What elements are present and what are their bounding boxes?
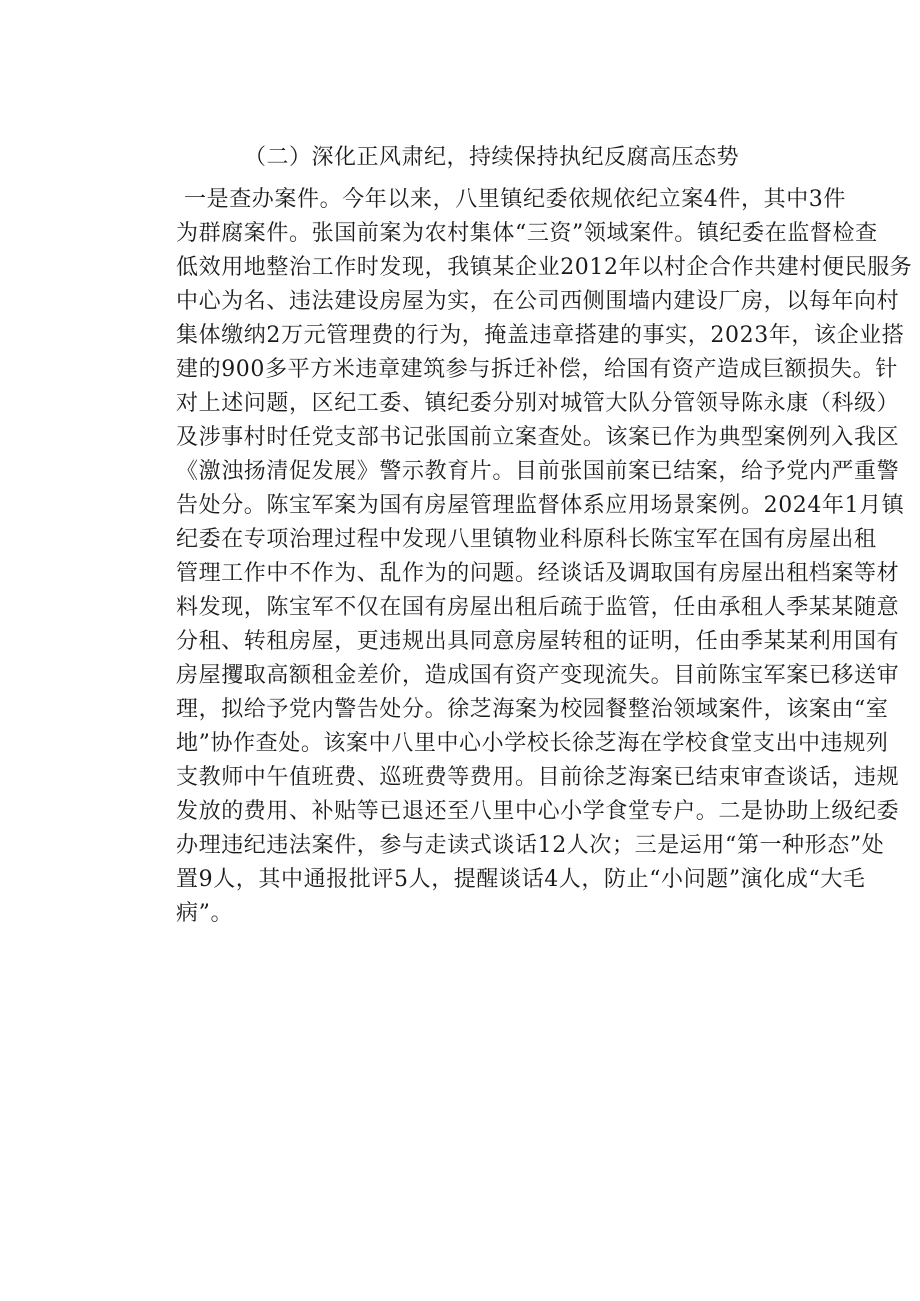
paragraph-line: 为群腐案件。张国前案为农村集体“三资”领域案件。镇纪委在监督检查: [176, 221, 878, 246]
paragraph-line: 病”。: [176, 901, 234, 926]
paragraph-line: 分租、转租房屋，更违规出具同意房屋转租的证明，任由季某某利用国有: [176, 629, 900, 654]
body-paragraph: [176, 183, 913, 931]
paragraph-line: 纪委在专项治理过程中发现八里镇物业科原科长陈宝军在国有房屋出租: [176, 527, 877, 552]
paragraph-line: 地”协作查处。该案中八里中心小学校长徐芝海在学校食堂支出中违规列: [176, 731, 889, 756]
paragraph-line: 《激浊扬清促发展》警示教育片。目前张国前案已结案，给予党内严重警: [176, 459, 900, 484]
paragraph-line: 支教师中午值班费、巡班费等费用。目前徐芝海案已结束审查谈话，违规: [176, 765, 900, 790]
paragraph-line: 办理违纪违法案件，参与走读式谈话12人次；三是运用“第一种形态”处: [176, 833, 885, 858]
paragraph-line: 对上述问题，区纪工委、镇纪委分别对城管大队分管领导陈永康（科级）: [176, 391, 900, 416]
paragraph-line: 料发现，陈宝军不仅在国有房屋出租后疏于监管，任由承租人季某某随意: [176, 595, 900, 620]
paragraph-line: 一是查办案件。今年以来，八里镇纪委依规依纪立案4件，其中3件: [184, 187, 846, 212]
paragraph-line: 中心为名、违法建设房屋为实，在公司西侧围墙内建设厂房，以每年向村: [176, 289, 900, 314]
paragraph-line: 集体缴纳2万元管理费的行为，掩盖违章搭建的事实，2023年，该企业搭: [176, 323, 905, 348]
paragraph-line: 理，拟给予党内警告处分。徐芝海案为校园餐整治领域案件，该案由“室: [176, 697, 889, 722]
paragraph-line: 及涉事村时任党支部书记张国前立案查处。该案已作为典型案例列入我区: [176, 425, 900, 450]
paragraph-line: 房屋攫取高额租金差价，造成国有资产变现流失。目前陈宝军案已移送审: [176, 663, 900, 688]
paragraph-line: 低效用地整治工作时发现，我镇某企业2012年以村企合作共建村便民服务: [176, 255, 913, 280]
paragraph-line: 建的900多平方米违章建筑参与拆迁补偿，给国有资产造成巨额损失。针: [176, 357, 898, 382]
paragraph-line: 管理工作中不作为、乱作为的问题。经谈话及调取国有房屋出租档案等材: [176, 561, 900, 586]
paragraph-line: 告处分。陈宝军案为国有房屋管理监督体系应用场景案例。2024年1月镇: [176, 493, 905, 518]
section-heading: （二）深化正风肃纪，持续保持执纪反腐高压态势: [244, 145, 740, 170]
paragraph-line: 置9人，其中通报批评5人，提醒谈话4人，防止“小问题”演化成“大毛: [176, 867, 866, 892]
paragraph-line: 发放的费用、补贴等已退还至八里中心小学食堂专户。二是协助上级纪委: [176, 799, 900, 824]
